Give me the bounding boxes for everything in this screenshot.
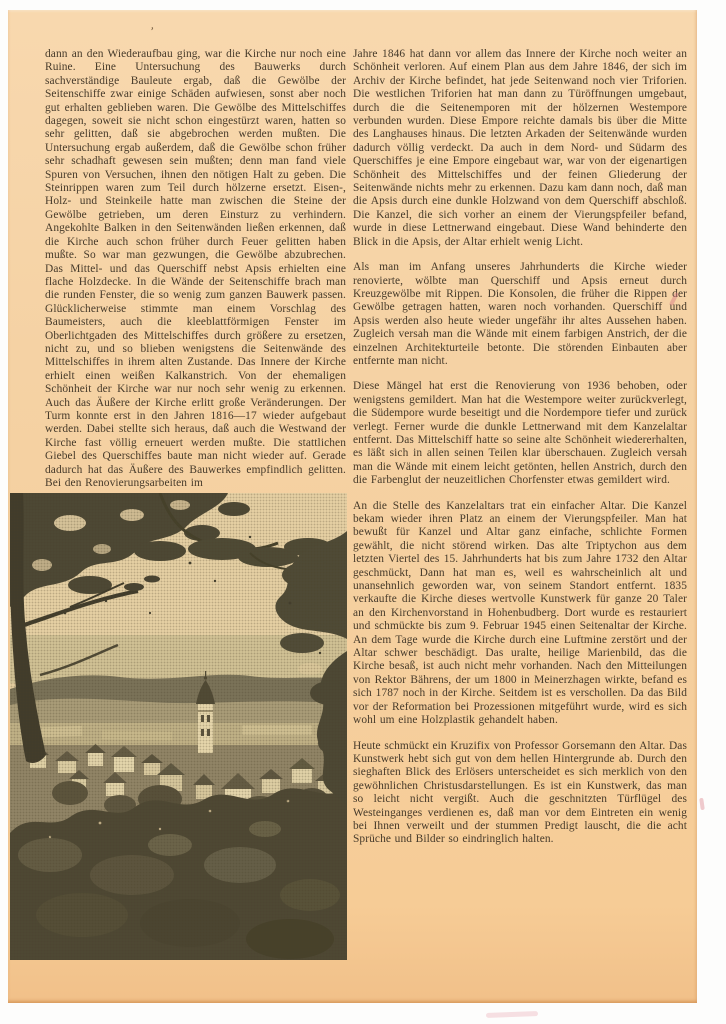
book-page [8, 10, 697, 1003]
scan-smudge [699, 798, 705, 810]
paragraph-right-4: An die Stelle des Kanzelaltars trat ein einfacher Altar. Die Kanzel bekam wieder ihren Platz an einem der Vierungspfeiler. Man hat bewußt für Kanzel und Altar ganz einfache, schlichte Formen gewählt, die nicht störend wirken. Das alte Triptychon aus dem letzten Viertel des 15. Jahrhunderts hat bis zum Jahre 1732 den Altar geschmückt, Dann hat man es, weil es wahrscheinlich alt und unansehnlich geworden war, von seinem Standort entfernt. 1835 verkaufte die Kirche dieses wertvolle Kunstwerk für ganze 20 Taler an den Kirchenvorstand in Hohenbudberg. Dort wurde es restauriert und schmückte bis zum 9. Februar 1945 einen Seitenaltar der Kirche. An dem Tage wurde die Kirche durch eine Luftmine zerstört und der Altar schwer beschädigt. Das uralte, heilige Marienbild, das die Kirche besaß, ist auch nicht mehr vorhanden. Nach den Mitteilungen von Rektor Bährens, der um 1800 in Meinerzhagen wirkte, befand es sich 1787 noch in der Kirche. Seitdem ist es verschollen. Da das Bild vor der Reformation bei Prozessionen mitgeführt wurde, wird es sich wohl um eine Holzplastik gehandelt haben. [353, 499, 687, 727]
paragraph-right-3: Diese Mängel hat erst die Renovierung von 1936 behoben, oder wenigstens gemildert. Man hat die Westempore weiter zurückverlegt, die Südempore wurde beseitigt und die Nordempore tiefer und zurück verlegt. Ferner wurde die dunkle Lettnerwand mit dem Kanzelaltar entfernt. Das Mittelschiff hatte so seine alte Schönheit wiedererhalten, es läßt sich in allen seinen Teilen klar überschauen. Zugleich versah man die Wände mit einem leicht getönten, hellen Anstrich, durch den die Farbenglut der neuzeitlichen Chorfenster etwas gemildert wird. [353, 380, 687, 487]
right-text-column [353, 48, 687, 859]
paragraph-right-1: Jahre 1846 hat dann vor allem das Innere der Kirche noch weiter an Schönheit verloren. Auf einem Plan aus dem Jahre 1846, der sich im Archiv der Kirche befindet, hat jede Seitenwand noch vier Triforien. Die westlichen Triforien hat man dann zu Türöffnungen umgebaut, durch die die Seitenemporen mit der hölzernen Westempore verbunden wurden. Diese Empore reichte damals bis über die Mitte des Langhauses hinaus. Die letzten Arkaden der Seitenwände wurden dadurch völlig verdeckt. Da auch in dem Nord- und Südarm des Querschiffes je eine Empore eingebaut war, war von der eigenartigen Schönheit des Mittelschiffes und der feinen Gliederung der Seitenwände nichts mehr zu erkennen. Dazu kam dann noch, daß man die Apsis durch eine dunkle Holzwand von dem Querschiff abschloß. Die Kanzel, die sich vorher an einem der Vierungspfeiler befand, wurde in diese Lettnerwand eingebaut. Diese Wand behinderte den Blick in die Apsis, der Altar erhielt wenig Licht. [353, 48, 687, 248]
pen-mark: ’ [148, 23, 155, 39]
village-photo-illustration [10, 493, 347, 960]
paragraph-right-2: Als man im Anfang unseres Jahrhunderts die Kirche wieder renovierte, wölbte man Querschiff und Apsis erneut durch Kreuzgewölbe mit Rippen. Die Konsolen, die früher die Rippen der Gewölbe getragen hatten, waren noch vorhanden. Querschiff und Apsis werden also heute wieder ungefähr ihr altes Aussehen haben. Zugleich versah man die Wände mit einem farbigen Anstrich, der die einzelnen Architekturteile betonte. Die störenden Einbauten aber entfernte man nicht. [353, 261, 687, 367]
paragraph-right-5: Heute schmückt ein Kruzifix von Professor Gorsemann den Altar. Das Kunstwerk hebt sich gut von dem hellen Hintergrunde ab. Durch den sieghaften Blick des Erlösers unterscheidet es sich merklich von den gewöhnlichen Christusdarstellungen. Es ist ein Kunstwerk, das man so leicht nicht vergißt. Auch die geschnitzten Türflügel des Westeinganges verdienen es, daß man vor dem Eintreten ein wenig bei Ihnen verweilt und der stummen Predigt lauscht, die die acht Sprüche und Bilder so eindringlich halten. [353, 739, 687, 846]
scan-smudge [486, 1011, 538, 1018]
village-photo [10, 493, 347, 960]
left-text-column [45, 48, 346, 502]
paragraph-left-1: dann an den Wiederaufbau ging, war die Kirche nur noch eine Ruine. Eine Untersuchung des Bauwerks durch sachverständige Bauleute ergab, daß die Gewölbe der Seitenschiffe zwar einige Schäden aufwiesen, sonst aber noch gut erhalten geblieben waren. Die Gewölbe des Mittelschiffes dagegen, soweit sie nicht schon eingestürzt waren, hatten so sehr gelitten, daß sie abgebrochen werden mußten. Die Untersuchung ergab außerdem, daß die Gewölbe schon früher sehr schadhaft gewesen sein mußten; denn man fand viele Spuren von Versuchen, ihnen den nötigen Halt zu geben. Die Steinrippen waren zum Teil durch hölzerne ersetzt. Eisen-, Holz- und Steinkeile hatte man zwischen die Steine der Gewölbe getrieben, um deren Einsturz zu verhindern. Angekohlte Balken in den Seitenwänden ließen erkennen, daß die Kirche auch schon früher durch Feuer gelitten haben mußte. So war man gezwungen, die Gewölbe abzubrechen. Das Mittel- und das Querschiff nebst Apsis erhielten eine flache Holzdecke. In die Wände der Seitenschiffe brach man die runden Fenster, die so wenig zum ganzen Bauwerk passen. Glücklicherweise stimmte man einem Vorschlag des Baumeisters, auch die kleeblattförmigen Fenster im Oberlichtgaden des Mittelschiffes durch größere zu ersetzen, nicht zu, und so blieben wenigstens die Seitenwände des Mittelschiffes in ihrem alten Zustande. Das Innere der Kirche erhielt einen weißen Kalkanstrich. Von der ehemaligen Schönheit der Kirche war nur noch sehr wenig zu erkennen. Auch das Äußere der Kirche erlitt große Veränderungen. Der Turm konnte erst in den Jahren 1816—17 wieder aufgebaut werden. Dabei stellte sich heraus, daß auch die Westwand der Kirche fast völlig erneuert werden mußte. Die stattlichen Giebel des Querschiffes baute man nicht wieder auf. Gerade dadurch hat das Äußere des Bauwerkes empfindlich gelitten. Bei den Renovierungsarbeiten im [45, 48, 346, 489]
